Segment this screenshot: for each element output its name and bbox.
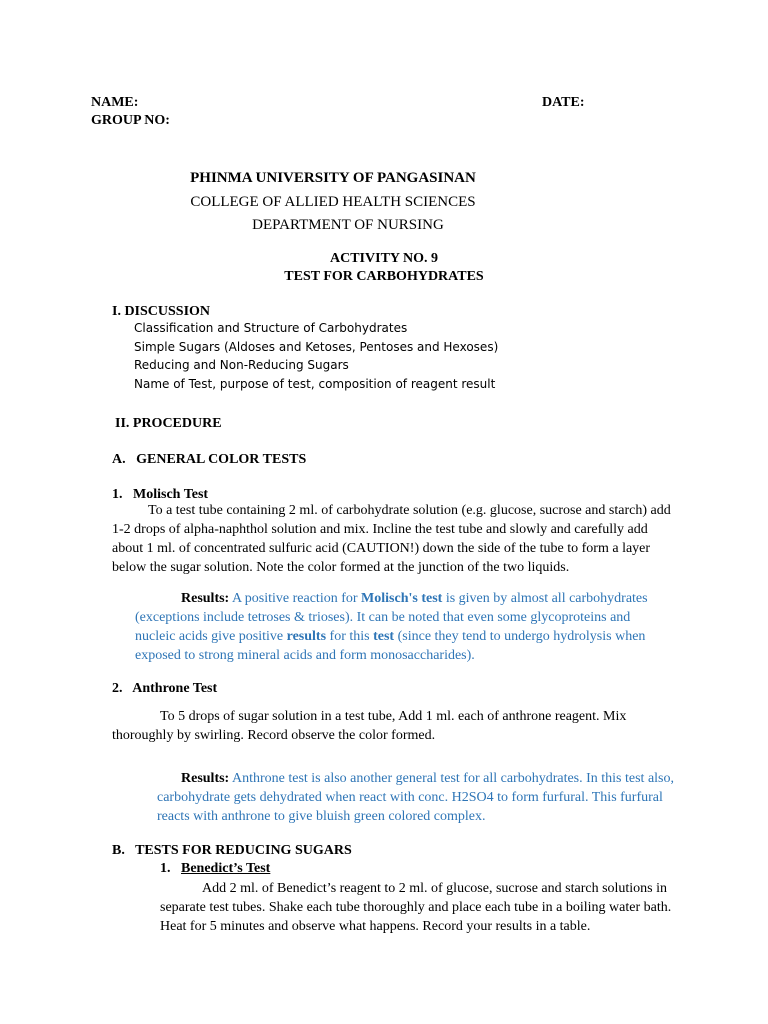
activity-number: ACTIVITY NO. 9: [330, 251, 438, 266]
college-name: COLLEGE OF ALLIED HEALTH SCIENCES: [190, 194, 476, 210]
discussion-item: Name of Test, purpose of test, composition of reagent result: [134, 377, 496, 391]
date-label: DATE:: [542, 95, 585, 110]
discussion-item: Simple Sugars (Aldoses and Ketoses, Pentoses and Hexoses): [134, 340, 499, 354]
department-name: DEPARTMENT OF NURSING: [252, 217, 444, 233]
benedict-procedure-text: Add 2 ml. of Benedict’s reagent to 2 ml. of glucose, sucrose and starch solutions in separate test tubes. Shake each tube thoroughly and place each tube in a boiling water bath. Heat for 5 minutes and observe what happens. Record your results in a table.: [160, 881, 672, 934]
discussion-item: Classification and Structure of Carbohydrates: [134, 321, 408, 335]
university-name: PHINMA UNIVERSITY OF PANGASINAN: [190, 170, 476, 186]
procedure-heading: II. PROCEDURE: [115, 416, 222, 431]
benedict-number: 1.: [160, 861, 171, 876]
molisch-results: Results: A positive reaction for Molisch's test is given by almost all carbohydrates (exceptions include tetroses & trioses). It can be noted that even some glycoproteins and nucleic acids give positive results for this test (since they tend to undergo hydrolysis when exposed to strong mineral acids and form monosaccharides).: [135, 591, 648, 663]
results-label: Results:: [181, 771, 230, 786]
anthrone-test-title: 2. Anthrone Test: [112, 681, 218, 696]
activity-title: TEST FOR CARBOHYDRATES: [284, 269, 484, 284]
section-a-heading: A. GENERAL COLOR TESTS: [112, 452, 307, 467]
discussion-heading: I. DISCUSSION: [112, 304, 211, 319]
anthrone-results: Results: Anthrone test is also another general test for all carbohydrates. In this test also, carbohydrate gets dehydrated when react with conc. H2SO4 to form furfural. This furfural reacts with anthrone to give bluish green colored complex.: [157, 771, 675, 824]
results-label: Results:: [181, 591, 230, 606]
molisch-procedure-text: To a test tube containing 2 ml. of carbohydrate solution (e.g. glucose, sucrose and starch) add 1-2 drops of alpha-naphthol solution and mix. Incline the test tube and slowly and carefully add about 1 ml. of concentrated sulfuric acid (CAUTION!) down the side of the tube to form a layer below the sugar solution. Note the color formed at the junction of the two liquids.: [112, 503, 671, 575]
molisch-test-title: 1. Molisch Test: [112, 487, 209, 502]
section-b-heading: B. TESTS FOR REDUCING SUGARS: [112, 843, 352, 858]
benedict-test-title: Benedict’s Test: [181, 861, 271, 876]
discussion-item: Reducing and Non-Reducing Sugars: [134, 358, 349, 372]
name-label: NAME:: [91, 95, 139, 110]
anthrone-procedure-text: To 5 drops of sugar solution in a test tube, Add 1 ml. each of anthrone reagent. Mix thoroughly by swirling. Record observe the color formed.: [112, 709, 627, 743]
group-no-label: GROUP NO:: [91, 113, 170, 128]
